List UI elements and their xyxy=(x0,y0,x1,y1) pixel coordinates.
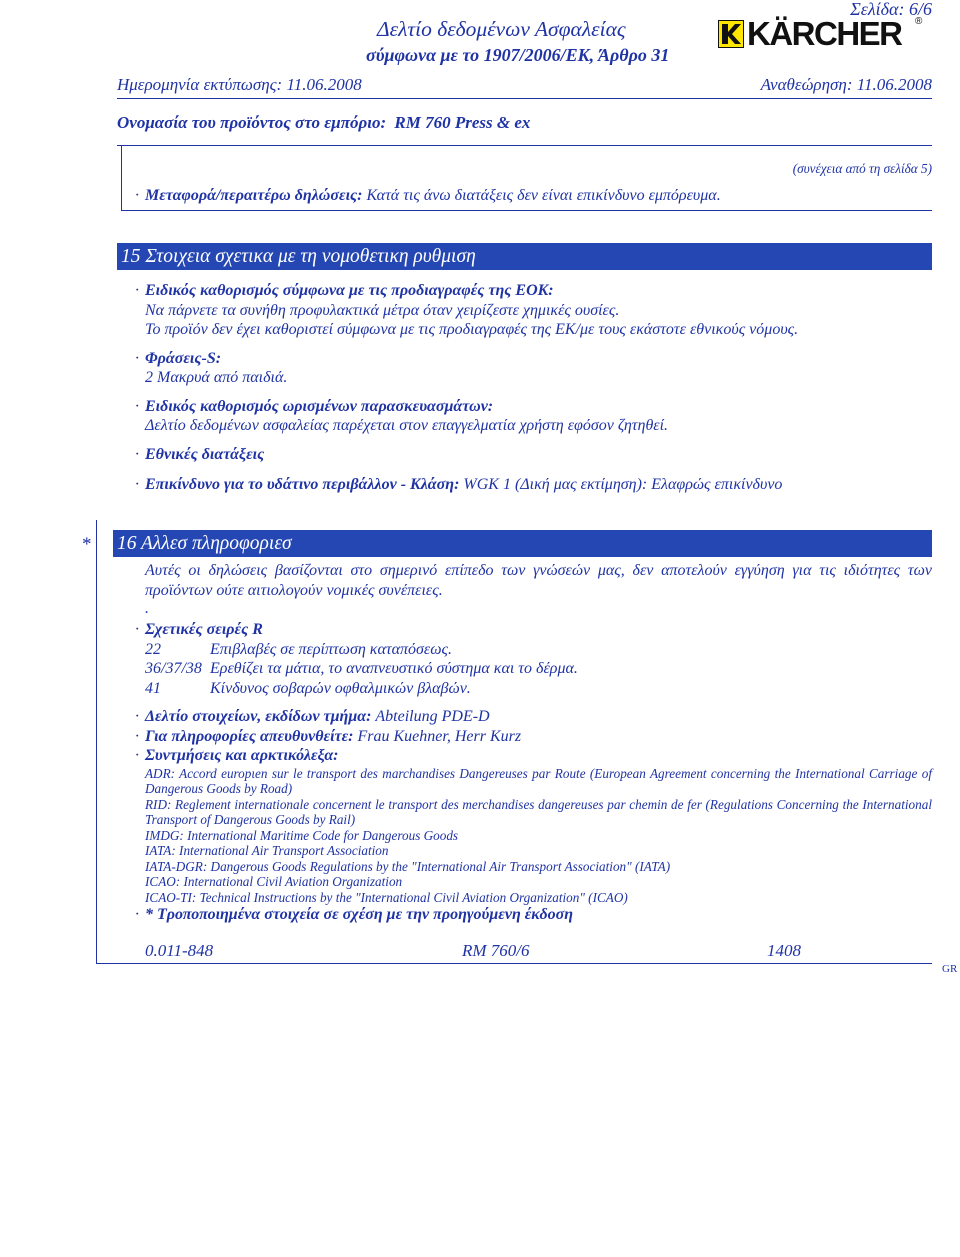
r-phrase-code: 36/37/38 xyxy=(145,660,202,677)
print-date: Ημερομηνία εκτύπωσης: 11.06.2008 xyxy=(117,75,362,94)
logo-wordmark: KÄRCHER xyxy=(747,15,902,52)
section-15-heading: 15 Στοιχεια σχετικα με τη νομοθετικη ρυθμιση xyxy=(117,243,932,270)
change-marker: * xyxy=(82,534,92,555)
abbreviation-item: ADR: Accord europιen sur le transport des marchandises Dangereuses par Route (European Agreement concerning the International Carriage of Dangerous Goods by Road) xyxy=(145,765,932,796)
revision-date: Αναθεώρηση: 11.06.2008 xyxy=(760,75,932,94)
eec-line: Το προϊόν δεν έχει καθοριστεί σύμφωνα με τις προδιαγραφές της ΕΚ/με τους εκάστοτε εθνικούς νόμους. xyxy=(145,321,799,338)
national-group xyxy=(135,445,932,465)
preparations-label: Ειδικός καθορισμός ωρισμένων παρασκευασμάτων: xyxy=(145,397,494,415)
eec-group xyxy=(135,281,932,340)
eec-line: Να πάρνετε τα συνήθη προφυλακτικά μέτρα όταν χειρίζεστε χημικές ουσίες. xyxy=(145,301,620,319)
section-16-content xyxy=(135,561,932,925)
continuation-note: (συνέχεια από τη σελίδα 5) xyxy=(792,161,932,176)
preparations-group xyxy=(135,397,932,436)
contact: Frau Kuehner, Herr Kurz xyxy=(357,727,522,745)
section-15-content xyxy=(135,281,932,495)
section-14-margin-line xyxy=(121,145,122,210)
section-16-heading: 16 Αλλεσ πληροφοριεσ xyxy=(113,530,932,557)
bullet: · xyxy=(135,445,139,463)
bullet: · xyxy=(135,282,139,299)
bullet: · xyxy=(135,187,139,204)
abbreviations-label: Συντμήσεις και αρκτικόλεξα: xyxy=(145,747,339,764)
r-phrase-text: Κίνδυνος σοβαρών οφθαλμικών βλαβών. xyxy=(210,679,471,697)
section-14-end-rule xyxy=(121,210,932,211)
s-phrases-label: Φράσεις-S: xyxy=(145,349,222,367)
s-phrases-group xyxy=(135,349,932,388)
s-phrase: 2 Μακρυά από παιδιά. xyxy=(145,369,288,386)
r-phrases-label: Σχετικές σειρές R xyxy=(145,621,263,638)
disclaimer: Αυτές οι δηλώσεις βασίζονται στο σημερινό επίπεδο των γνώσεών μας, δεν αποτελούν εγγύηση για τις ιδιότητες των προϊόντων ούτε αιτιολογούν νομικές συνέπειες. xyxy=(145,562,932,599)
header-divider xyxy=(117,98,932,99)
abbreviation-item: IMDG: International Maritime Code for Dangerous Goods xyxy=(145,827,459,843)
separator-dot: . xyxy=(145,600,149,617)
abbreviation-item: IATA-DGR: Dangerous Goods Regulations by the "International Air Transport Association" (IATA) xyxy=(145,858,671,874)
footer-document-number: 0.011-848 xyxy=(145,941,214,960)
section-16-margin-line xyxy=(96,520,97,963)
preparations-text: Δελτίο δεδομένων ασφαλείας παρέχεται στον επαγγελματία χρήστη εφόσον ζητηθεί. xyxy=(145,417,669,434)
footer-code: 1408 xyxy=(767,941,801,960)
bullet: · xyxy=(135,397,139,415)
r-phrase-code: 41 xyxy=(145,679,161,697)
r-phrase-row xyxy=(135,659,932,679)
r-phrase-text: Επιβλαβές σε περίπτωση καταπόσεως. xyxy=(210,640,453,658)
product-name-line xyxy=(117,113,530,133)
kaercher-logo xyxy=(718,15,932,52)
kaercher-logo-icon xyxy=(718,20,744,48)
bullet: · xyxy=(135,747,139,764)
registered-mark: ® xyxy=(915,16,923,27)
footer-rule xyxy=(96,963,932,964)
bullet: · xyxy=(135,708,139,725)
water-hazard-group xyxy=(135,475,932,495)
r-phrase-row xyxy=(135,640,932,660)
bullet: · xyxy=(135,621,139,638)
product-label: Ονομασία του προϊόντος στο εμπόριο: xyxy=(117,113,387,132)
issuer-label: Δελτίο στοιχείων, εκδίδων τμήμα: xyxy=(145,708,372,725)
water-hazard-text: WGK 1 (Δική μας εκτίμηση): Ελαφρώς επικίνδυνο xyxy=(463,476,783,493)
modified-note: * Τροποποιημένα στοιχεία σε σχέση με την προηγούμενη έκδοση xyxy=(145,906,574,923)
document-title: Δελτίο δεδομένων Ασφαλείας xyxy=(377,17,626,41)
footer-language-code: GR xyxy=(942,963,958,975)
r-phrase-code: 22 xyxy=(145,640,161,658)
eec-label: Ειδικός καθορισμός σύμφωνα με τις προδιαγραφές της ΕΟΚ: xyxy=(145,282,554,299)
transport-statement xyxy=(135,186,721,206)
product-divider xyxy=(117,145,932,146)
bullet: · xyxy=(135,476,139,493)
transport-label: Μεταφορά/περαιτέρω δηλώσεις: xyxy=(145,187,363,204)
national-label: Εθνικές διατάξεις xyxy=(145,445,265,463)
issuer: Abteilung PDE-D xyxy=(375,708,490,725)
footer-product-code: RM 760/6 xyxy=(462,941,530,960)
bullet: · xyxy=(135,349,139,367)
abbreviations-list xyxy=(135,766,932,906)
r-phrase-row xyxy=(135,679,932,699)
water-hazard-label: Επικίνδυνο για το υδάτινο περιβάλλον - Κλάση: xyxy=(145,476,460,493)
transport-text: Κατά τις άνω διατάξεις δεν είναι επικίνδυνο εμπόρευμα. xyxy=(366,187,721,204)
abbreviation-item: IATA: International Air Transport Association xyxy=(145,843,389,858)
contact-label: Για πληροφορίες απευθυνθείτε: xyxy=(145,727,354,745)
abbreviation-item: RID: Reglement internationale concernent le transport des merchandises dangereuses par chemin de fer (Regulations Concerning the International Transport of Dangerous Goods by Rail) xyxy=(145,796,932,827)
abbreviation-item: ICAO-TI: Technical Instructions by the "International Civil Aviation Organization" (ICAO) xyxy=(145,889,628,905)
contacts-group xyxy=(135,707,932,766)
bullet: · xyxy=(135,906,139,923)
document-subtitle: σύμφωνα με το 1907/2006/ΕΚ, Άρθρο 31 xyxy=(366,45,670,65)
bullet: · xyxy=(135,727,139,745)
r-phrase-text: Ερεθίζει τα μάτια, το αναπνευστικό σύστημα και το δέρμα. xyxy=(210,660,578,677)
product-name: RM 760 Press & ex xyxy=(394,113,531,132)
page-number: Σελίδα: 6/6 xyxy=(850,0,932,19)
abbreviation-item: ICAO: International Civil Aviation Organization xyxy=(145,874,403,889)
